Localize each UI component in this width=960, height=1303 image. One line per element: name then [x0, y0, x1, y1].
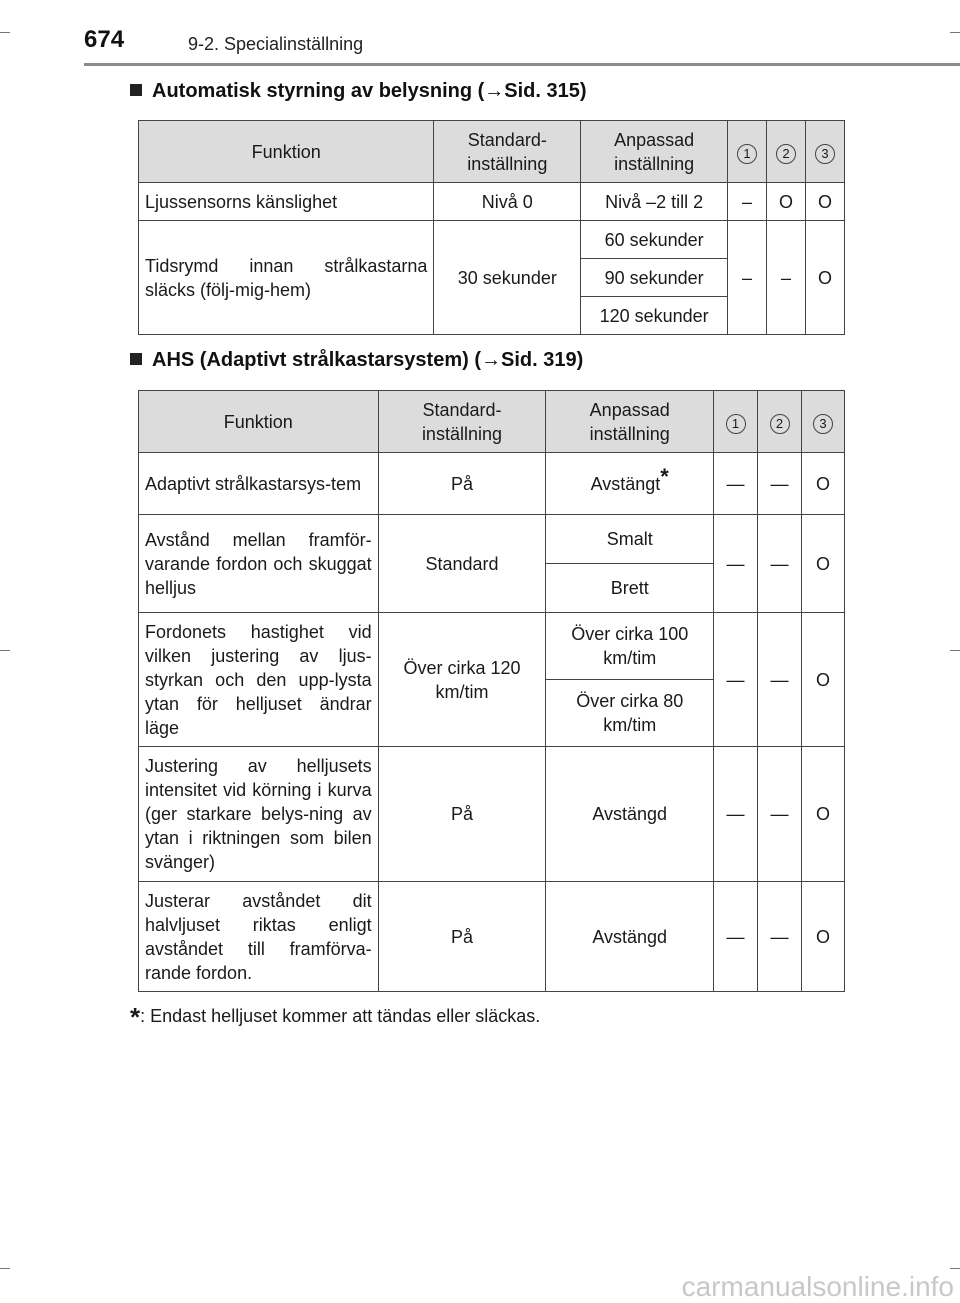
- function-cell: Fordonets hastighet vid vilken justering av ljus-styrkan och den upp-lysta ytan för helljuset ändrar läge: [139, 613, 379, 747]
- header-divider: [84, 63, 960, 66]
- function-cell: Tidsrymd innan strålkastarna släcks (följ-mig-hem): [139, 221, 434, 335]
- col-header-default: Standard-inställning: [434, 121, 581, 183]
- mark-cell-3: O: [801, 453, 844, 515]
- function-cell: Justering av helljusets intensitet vid körning i kurva (ger starkare belys-ning av ytan i riktningen som bilen svänger): [139, 747, 379, 882]
- col-header-1: [714, 391, 758, 453]
- mark-cell-3: O: [801, 882, 844, 992]
- table-row: [139, 221, 845, 259]
- col-header-3: [801, 391, 844, 453]
- table-row: [139, 613, 845, 680]
- custom-option-cell: Över cirka 100 km/tim: [546, 613, 714, 680]
- mark-cell-1: —: [714, 515, 758, 613]
- mark-cell-1: –: [728, 221, 767, 335]
- mark-cell-3: O: [805, 221, 844, 335]
- col-header-function: Funktion: [139, 391, 379, 453]
- mark-cell-3: O: [801, 515, 844, 613]
- function-cell: Adaptivt strålkastarsys-tem: [139, 453, 379, 515]
- default-cell: På: [378, 453, 546, 515]
- col-header-custom: Anpassad inställning: [546, 391, 714, 453]
- custom-option-cell: Över cirka 80 km/tim: [546, 680, 714, 747]
- square-bullet-icon: [130, 84, 142, 96]
- mark-cell-1: –: [728, 183, 767, 221]
- mark-cell-2: —: [758, 613, 802, 747]
- col-header-2: [767, 121, 806, 183]
- ahs-settings-table: [138, 390, 845, 992]
- table-row: [139, 882, 845, 992]
- custom-cell: Avstängd: [546, 747, 714, 882]
- col-header-3: [805, 121, 844, 183]
- circled-number-1: 1: [737, 144, 757, 164]
- section-heading-text: AHS (Adaptivt strålkastarsystem) (→Sid. 319): [152, 349, 584, 371]
- footnote: [130, 1002, 540, 1033]
- mark-cell-2: O: [767, 183, 806, 221]
- mark-cell-2: —: [758, 453, 802, 515]
- footnote-asterisk: *: [130, 1002, 141, 1032]
- crop-mark: [950, 650, 960, 651]
- watermark: carmanualsonline.info: [681, 1271, 954, 1302]
- custom-option-cell: Smalt: [546, 515, 714, 564]
- col-header-default: Standard-inställning: [378, 391, 546, 453]
- circled-number-3: 3: [813, 414, 833, 434]
- mark-cell-1: —: [714, 747, 758, 882]
- table-row: [139, 747, 845, 882]
- mark-cell-1: —: [714, 882, 758, 992]
- circled-number-2: 2: [776, 144, 796, 164]
- default-cell: Över cirka 120 km/tim: [378, 613, 546, 747]
- page-header: [84, 26, 960, 66]
- default-cell: På: [378, 747, 546, 882]
- col-header-2: [758, 391, 802, 453]
- section-heading-text: Automatisk styrning av belysning (→Sid. 315): [152, 80, 587, 102]
- crop-mark: [0, 1268, 10, 1269]
- section-heading-ahs: [130, 349, 583, 372]
- table-header-row: [139, 121, 845, 183]
- custom-cell: [546, 453, 714, 515]
- table-row: [139, 453, 845, 515]
- mark-cell-2: —: [758, 882, 802, 992]
- mark-cell-2: –: [767, 221, 806, 335]
- custom-option-cell: 90 sekunder: [581, 259, 728, 297]
- crop-mark: [0, 650, 10, 651]
- custom-option-cell: 60 sekunder: [581, 221, 728, 259]
- col-header-function: Funktion: [139, 121, 434, 183]
- crop-mark: [0, 32, 10, 33]
- custom-option-cell: 120 sekunder: [581, 297, 728, 335]
- custom-value: Avstängt: [590, 473, 661, 494]
- function-cell: Ljussensorns känslighet: [139, 183, 434, 221]
- table-row: [139, 183, 845, 221]
- col-header-1: [728, 121, 767, 183]
- mark-cell-3: O: [801, 613, 844, 747]
- section-heading-lighting: [130, 80, 587, 103]
- section-reference: 9-2. Specialinställning: [188, 34, 364, 54]
- mark-cell-3: O: [805, 183, 844, 221]
- custom-option-cell: Brett: [546, 564, 714, 613]
- crop-mark: [950, 1268, 960, 1269]
- function-cell: Justerar avståndet dit halvljuset riktas enligt avståndet till framförva-rande fordon.: [139, 882, 379, 992]
- mark-cell-3: O: [801, 747, 844, 882]
- square-bullet-icon: [130, 353, 142, 365]
- custom-cell: Avstängd: [546, 882, 714, 992]
- mark-cell-1: —: [714, 453, 758, 515]
- default-cell: Standard: [378, 515, 546, 613]
- circled-number-1: 1: [726, 414, 746, 434]
- mark-cell-2: —: [758, 747, 802, 882]
- default-cell: På: [378, 882, 546, 992]
- lighting-settings-table: [138, 120, 845, 335]
- page-number: 674: [84, 26, 125, 53]
- circled-number-2: 2: [770, 414, 790, 434]
- function-cell: Avstånd mellan framför-varande fordon och skuggat helljus: [139, 515, 379, 613]
- table-header-row: [139, 391, 845, 453]
- circled-number-3: 3: [815, 144, 835, 164]
- asterisk-mark: *: [660, 463, 669, 489]
- col-header-custom: Anpassad inställning: [581, 121, 728, 183]
- default-cell: Nivå 0: [434, 183, 581, 221]
- table-row: [139, 515, 845, 564]
- custom-cell: Nivå –2 till 2: [581, 183, 728, 221]
- mark-cell-2: —: [758, 515, 802, 613]
- default-cell: 30 sekunder: [434, 221, 581, 335]
- mark-cell-1: —: [714, 613, 758, 747]
- footnote-text: : Endast helljuset kommer att tändas eller släckas.: [140, 1006, 541, 1026]
